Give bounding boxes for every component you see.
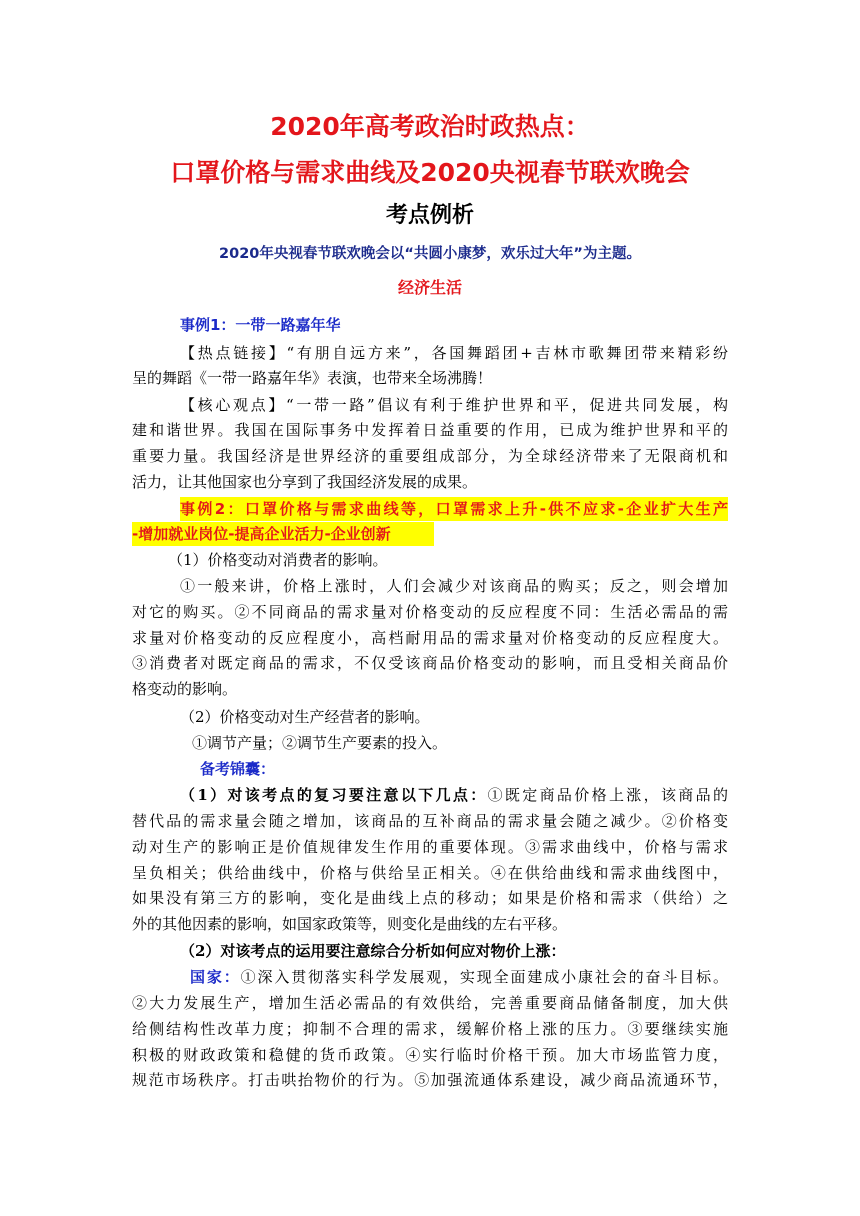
- prep-state-line2: ②大力发展生产，增加生活必需品的有效供给，完善重要商品储备制度，加大供: [132, 994, 728, 1012]
- case2-point2: （2）价格变动对生产经营者的影响。: [180, 708, 430, 726]
- case2-heading-line2: -增加就业岗位-提高企业活力-企业创新: [132, 525, 391, 543]
- section-heading: 经济生活: [397, 278, 462, 297]
- prep-heading: 备考锦囊：: [200, 760, 276, 778]
- case2-p1-line1: ①一般来讲，价格上涨时，人们会减少对该商品的购买；反之，则会增加: [180, 577, 728, 595]
- prep-q1-line4: 呈负相关；供给曲线中，价格与供给呈正相关。④在供给曲线和需求曲线图中，: [132, 864, 728, 882]
- prep-state-line5: 规范市场秩序。打击哄抬物价的行为。⑤加强流通体系建设，减少商品流通环节，: [132, 1071, 728, 1089]
- case2-p1-line3: 求量对价格变动的反应程度小，高档耐用品的需求量对价格变动的反应程度大。: [132, 629, 728, 647]
- doc-title-line1: 2020年高考政治时政热点：: [270, 112, 590, 141]
- case1-heading-text: 事例1：一带一路嘉年华: [180, 316, 341, 334]
- q1-text-1: ①既定商品价格上涨，该商品的: [487, 786, 728, 804]
- state-text-1: ①深入贯彻落实科学发展观，实现全面建成小康社会的奋斗目标。: [240, 968, 728, 986]
- prep-q1-line3: 动对生产的影响正是价值规律发生作用的重要体现。③需求曲线中，价格与需求: [132, 838, 728, 856]
- prep-q1-line1: [180, 783, 728, 807]
- case1-core-line3: 重要力量。我国经济是世界经济的重要组成部分，为全球经济带来了无限商机和: [132, 447, 728, 465]
- case2-heading-line1: 事例2：口罩价格与需求曲线等，口罩需求上升-供不应求-企业扩大生产: [180, 500, 728, 518]
- hot-label: 【热点链接】: [180, 344, 287, 362]
- doc-title-line2: 口罩价格与需求曲线及2020央视春节联欢晚会: [170, 158, 690, 187]
- case1-hot-line1: [180, 341, 728, 365]
- prep-q2: （2）对该考点的运用要注意综合分析如何应对物价上涨：: [180, 942, 566, 960]
- case1-heading: [180, 313, 340, 337]
- prep-q1-line6: 外的其他因素的影响，如国家政策等，则变化是曲线的左右平移。: [132, 915, 568, 933]
- case2-point1: （1）价格变动对消费者的影响。: [168, 551, 388, 569]
- prep-q1-line5: 如果没有第三方的影响，变化是曲线上点的移动；如果是价格和需求（供给）之: [132, 889, 728, 907]
- prep-q1-line2: 替代品的需求量会随之增加，该商品的互补商品的需求量会随之减少。②价格变: [132, 812, 728, 830]
- case2-p1-line2: 对它的购买。②不同商品的需求量对价格变动的反应程度不同：生活必需品的需: [132, 603, 728, 621]
- core-text-1: “一带一路”倡议有利于维护世界和平，促进共同发展，构: [286, 396, 728, 414]
- case1-core-line4: 活力，让其他国家也分享到了我国经济发展的成果。: [132, 473, 478, 491]
- state-label: 国家：: [190, 968, 241, 986]
- core-label: 【核心观点】: [180, 396, 286, 414]
- case1-hot-line2: 呈的舞蹈《一带一路嘉年华》表演，也带来全场沸腾！: [132, 369, 493, 387]
- prep-state-line3: 给侧结构性改革力度；抑制不合理的需求，缓解价格上涨的压力。③要继续实施: [132, 1020, 728, 1038]
- doc-subtitle: 考点例析: [385, 203, 474, 228]
- intro-line: 2020年央视春节联欢晚会以“共圆小康梦，欢乐过大年”为主题。: [219, 246, 641, 262]
- case2-p1-line4: ③消费者对既定商品的需求，不仅受该商品价格变动的影响，而且受相关商品价: [132, 654, 728, 672]
- prep-state-line1: [190, 965, 728, 989]
- hot-text-1: “有朋自远方来”，各国舞蹈团+吉林市歌舞团带来精彩纷: [286, 344, 728, 362]
- case1-core-line2: 建和谐世界。我国在国际事务中发挥着日益重要的作用，已成为维护世界和平的: [132, 421, 728, 439]
- q1-label: （1）对该考点的复习要注意以下几点：: [180, 786, 488, 804]
- case2-p1-line5: 格变动的影响。: [132, 680, 238, 698]
- prep-state-line4: 积极的财政政策和稳健的货币政策。④实行临时价格干预。加大市场监管力度，: [132, 1046, 728, 1064]
- case2-p2-line1: ①调节产量；②调节生产要素的投入。: [192, 734, 448, 752]
- case1-core-line1: [180, 393, 728, 417]
